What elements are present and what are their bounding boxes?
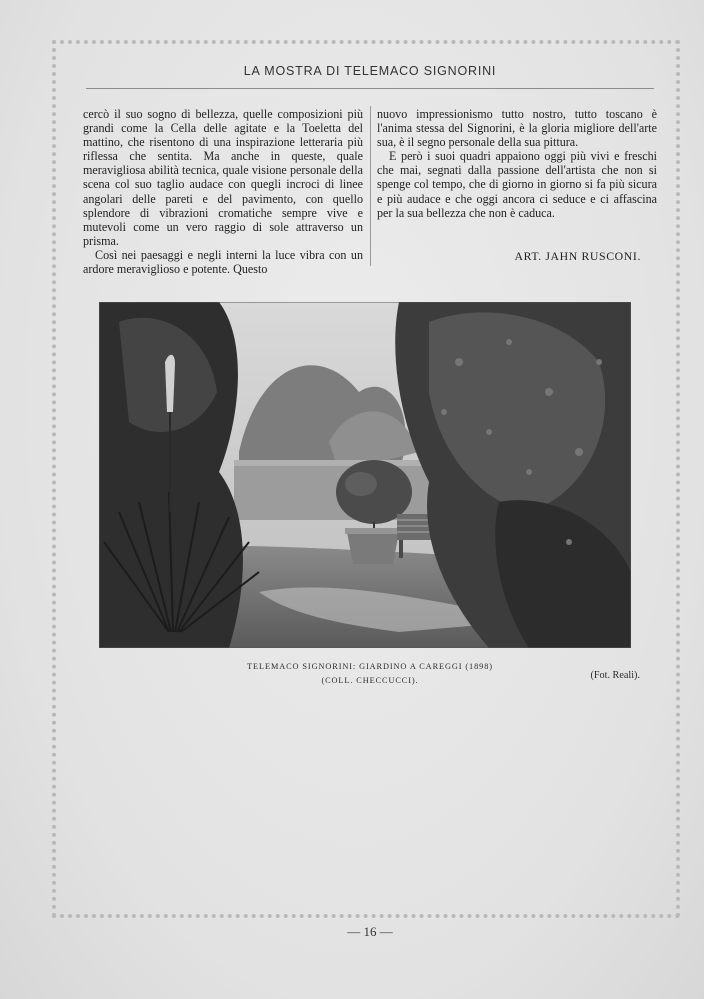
paragraph: cercò il suo sogno di bellezza, quelle composizioni più grandi come la Cella delle agitate e la Toeletta del mattino, che risentono di una inspirazione letteraria più riflessa che sentita. Ma anche in queste, quale meravigliosa abilità tecnica, quale visione personale della scena col suo taglio audace con quegli incroci di linee angolari delle pareti e del pavimento, con quello splendore di vibrazioni cromatiche sempre vive e mutevoli come un vero raggio di sole attraverso un prisma. (83, 107, 363, 248)
page-number: — 16 — (347, 924, 393, 939)
running-title: LA MOSTRA DI TELEMACO SIGNORINI (243, 64, 497, 78)
caption-collection: (COLL. CHECCUCCI). (321, 676, 419, 685)
figure-caption (180, 660, 560, 688)
text-column-left (83, 107, 363, 276)
caption-title: TELEMACO SIGNORINI: GIARDINO A CAREGGI (1898) (247, 662, 493, 671)
paragraph: E però i suoi quadri appaiono oggi più vivi e freschi che mai, segnati dalla passione dell'artista che non si spenge col tempo, che di giorno in giorno si fa più sicura e più audace e che oggi ancora ci seduce e ci affascina per la sua bellezza che non è caduca. (377, 149, 657, 220)
paragraph: nuovo impressionismo tutto nostro, tutto toscano è l'anima stessa del Signorini, è la gloria migliore dell'arte sua, è il segno personale della sua pittura. (377, 107, 657, 150)
painting-reproduction (99, 302, 631, 648)
text-column-right (377, 107, 657, 220)
photo-credit: (Fot. Reali). (590, 670, 640, 681)
column-divider (370, 106, 371, 266)
paragraph: Così nei paesaggi e negli interni la luce vibra con un ardore meraviglioso e potente. Questo (83, 247, 363, 277)
header-rule (86, 88, 654, 89)
author-signature: ART. JAHN RUSCONI. (514, 249, 641, 263)
garden-painting-image (99, 302, 631, 648)
